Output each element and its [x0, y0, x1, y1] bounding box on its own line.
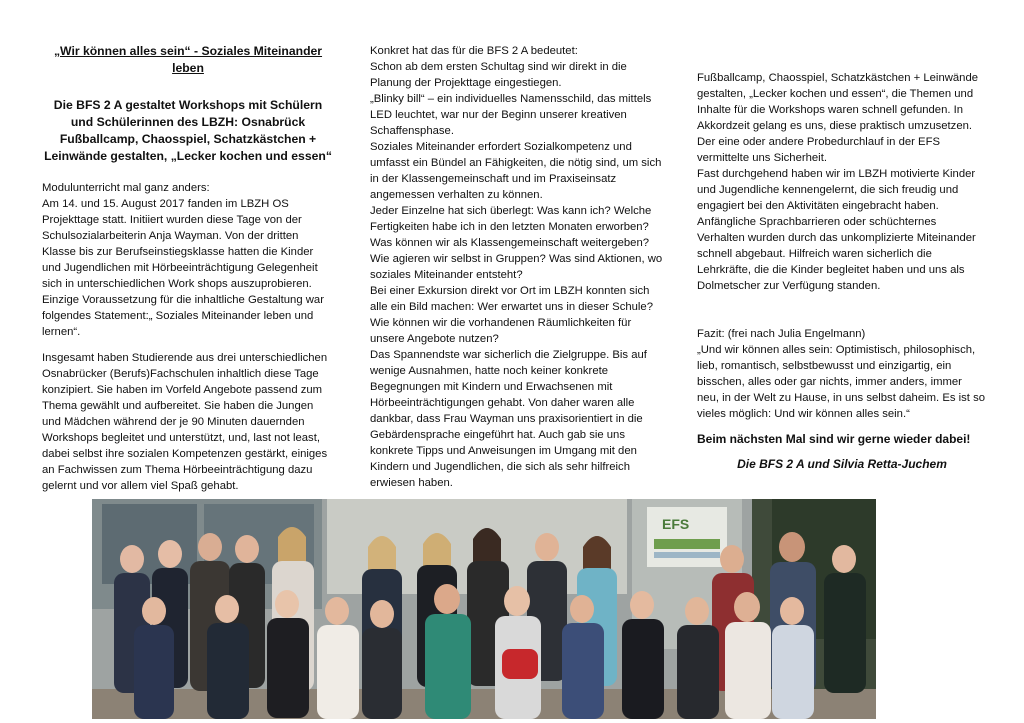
title-line-2: leben: [172, 61, 204, 75]
column-2: [370, 43, 668, 491]
col2-line-1: Konkret hat das für die BFS 2 A bedeutet:: [370, 45, 578, 57]
col2-line-2: Schon ab dem ersten Schultag sind wir direkt in die Planung der Projekttage eingestiegen.: [370, 61, 627, 89]
col2-line-5: Jeder Einzelne hat sich überlegt: Was kann ich? Welche Fertigkeiten habe ich in den letzten Monaten erworben? Was können wir als Klassengemeinschaft weitergeben? Wie agieren wir selbst in Gruppen? Was sind Aktionen, wo soziales Miteinander entsteht?: [370, 205, 663, 281]
article-subtitle: Die BFS 2 A gestaltet Workshops mit Schülern und Schülerinnen des LBZH: Osnabrück Fußballcamp, Chaosspiel, Schatzkästchen + Leinwände gestalten, „Lecker kochen und essen“: [44, 98, 332, 163]
group-photo-image: [92, 499, 876, 719]
signature: Die BFS 2 A und Silvia Retta-Juchem: [737, 457, 947, 471]
fazit-quote: „Und wir können alles sein: Optimistisch, philosophisch, lieb, romantisch, selbstbewusst und einzigartig, ein bisschen, alles oder gar nichts, immer anders, immer neu, in der Welt zu Hause, in uns selbst daheim. Es ist so vieles möglich: Und wir können alles sein.“: [697, 344, 986, 420]
col2-line-4: Soziales Miteinander erfordert Sozialkompetenz und umfasst ein Bündel an Fähigkeiten, die nötig sind, um sich in der Klassengemeinschaft und im Praxiseinsatz angemessen verhalten zu können.: [370, 141, 662, 201]
col2-line-7: Das Spannendste war sicherlich die Zielgruppe. Bis auf wenige Ausnahmen, hatte noch keiner konkrete Begegnungen mit Kindern und Erwachsenen mit Hörbeeinträchtigungen gehabt. Von daher waren alle dankbar, dass Frau Wayman uns praxisorientiert in die Gebärdensprache eingeführt hat. Auch gab sie uns konkrete Tipps und Anweisungen im Umgang mit den Kindern und Jugendlichen, die sich als sehr hilfreich erwiesen haben.: [370, 349, 647, 489]
closing-line: Beim nächsten Mal sind wir gerne wieder dabei!: [697, 432, 971, 446]
column-1: [42, 180, 334, 494]
col1-paragraph-1: Am 14. und 15. August 2017 fanden im LBZH OS Projekttage statt. Initiiert wurden diese Tage von der Schulsozialarbeiterin Anja Wayman. Von der dritten Klasse bis zur Berufseinstiegsklasse hatten die Kinder und Jugendlichen mit Hörbeeinträchtigung Gelegenheit sich in unterschiedlichen Work shops auszuprobieren. Einzige Voraussetzung für die inhaltliche Gestaltung war folgendes Statement:„ Soziales Miteinander leben und lernen“.: [42, 198, 324, 338]
col3-paragraph-1: Fußballcamp, Chaosspiel, Schatzkästchen + Leinwände gestalten, „Lecker kochen und essen“, die Themen und Inhalte für die Workshops waren schnell gefunden. In Akkordzeit gelang es uns, diese praktisch umzusetzen. Der eine oder andere Probedurchlauf in der EFS vermittelte uns Sicherheit.: [697, 72, 979, 164]
column-3: [697, 70, 987, 472]
col1-intro: Modulunterricht mal ganz anders:: [42, 182, 210, 194]
fazit-intro: Fazit: (frei nach Julia Engelmann): [697, 328, 866, 340]
col2-line-6: Bei einer Exkursion direkt vor Ort im LBZH konnten sich alle ein Bild machen: Wer erwartet uns in dieser Schule? Wie können wir die vorhandenen Räumlichkeiten für unsere Angebote nutzen?: [370, 285, 653, 345]
col1-paragraph-2: Insgesamt haben Studierende aus drei unterschiedlichen Osnabrücker (Berufs)Fachschulen inhaltlich diese Tage konzipiert. Sie haben im Vorfeld Angebote passend zum Thema gewählt und aufbereitet. Sie haben die Jungen und Mädchen während der je 90 Minuten dauernden Workshops begleitet und unterstützt, und, last not least, dabei selbst ihre sozialen Kompetenzen gestärkt, einiges an Fachwissen zum Thema Hörbeeinträchtigung dazu gelernt und vor allem viel Spaß gehabt.: [42, 352, 328, 492]
col3-paragraph-2: Fast durchgehend haben wir im LBZH motivierte Kinder und Jugendliche kennengelernt, die sich freudig und engagiert bei den Aktivitäten eingebracht haben. Anfängliche Sprachbarrieren oder schüchternes Verhalten wurden durch das unkomplizierte Miteinander schnell abgebaut. Hilfreich waren sicherlich die Lehrkräfte, die die Kinder begleitet haben und uns als Dolmetscher zur Verfügung standen.: [697, 168, 976, 292]
group-photo: [92, 499, 876, 719]
title-line-1: „Wir können alles sein“ - Soziales Miteinander: [53, 44, 323, 58]
col2-line-3: „Blinky bill“ – ein individuelles Namensschild, das mittels LED leuchtet, war nur der Beginn unserer kreativen Schaffensphase.: [370, 93, 652, 137]
photo-sign-text: EFS: [662, 516, 690, 532]
article-title: [42, 43, 334, 77]
